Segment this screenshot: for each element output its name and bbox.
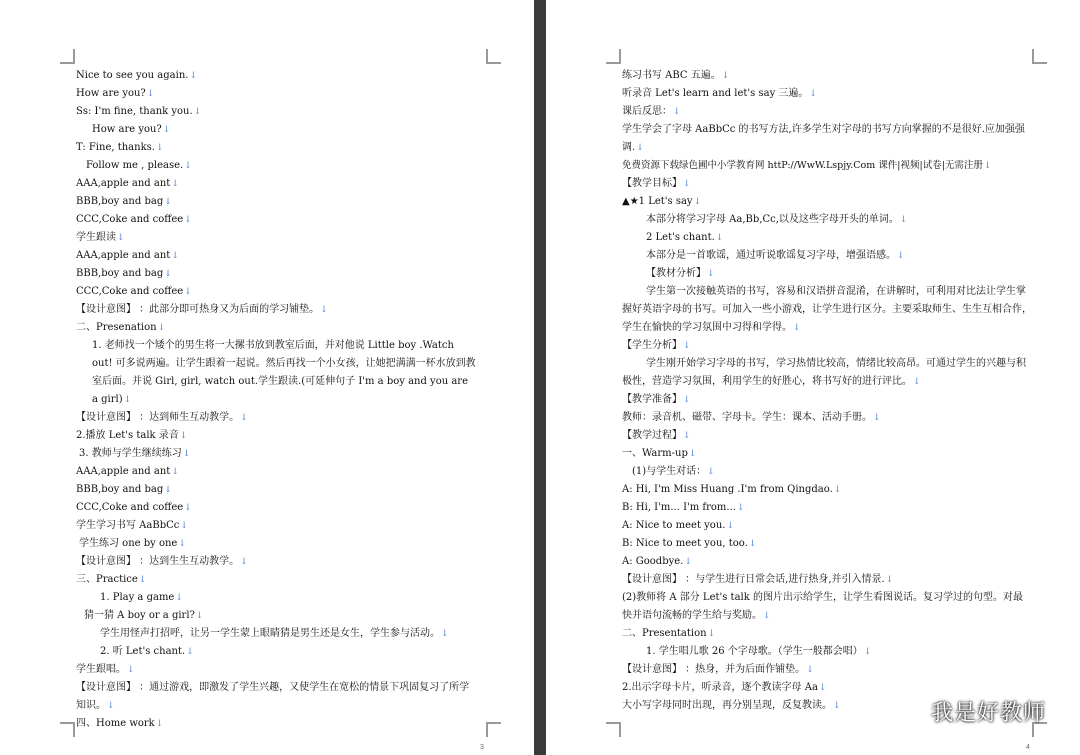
- document-page-3: [0, 0, 534, 755]
- text-line: (1)与学生对话： ↓: [622, 463, 1032, 481]
- text-line: How are you? ↓: [76, 121, 476, 139]
- text-line: 本部分是一首歌谣，通过听说歌谣复习字母，增强语感。 ↓: [622, 247, 1032, 265]
- text-paragraph: (2)教师将 A 部分 Let's talk 的图片出示给学生，让学生看图说话。复习学过的句型。对最快并语句流畅的学生给与奖励。 ↓: [622, 589, 1032, 625]
- text-line: 2.出示字母卡片，听录音，逐个教读字母 Aa ↓: [622, 679, 1032, 697]
- text-line: How are you? ↓: [76, 85, 476, 103]
- text-line: 四、Home work ↓: [76, 715, 476, 733]
- text-line: 2. 听 Let's chant. ↓: [76, 643, 476, 661]
- page-number: 4: [1026, 744, 1030, 751]
- text-line: Ss: I'm fine, thank you. ↓: [76, 103, 476, 121]
- text-line: 学生学习书写 AaBbCc ↓: [76, 517, 476, 535]
- document-page-4: [546, 0, 1080, 755]
- text-line: 一、Warm-up ↓: [622, 445, 1032, 463]
- margin-corner-mark: [606, 722, 621, 737]
- text-line: 【设计意图】 ：达到生生互动教学。 ↓: [76, 553, 476, 571]
- text-line: A: Goodbye. ↓: [622, 553, 1032, 571]
- wechat-icon: [899, 701, 925, 723]
- text-line: CCC,Coke and coffee ↓: [76, 283, 476, 301]
- text-line: 1. 学生唱儿歌 26 个字母歌。（学生一般都会唱） ↓: [622, 643, 1032, 661]
- text-line: 【设计意图】 ：热身，并为后面作铺垫。 ↓: [622, 661, 1032, 679]
- text-line: 1. Play a game ↓: [76, 589, 476, 607]
- page-4-body: [622, 67, 1032, 715]
- text-line: 免费资源下载绿色圃中小学教育网 httP://WwW.Lspjy.Com 课件|视频|试卷|无需注册 ↓: [622, 157, 1032, 175]
- text-line: 学生练习 one by one ↓: [76, 535, 476, 553]
- margin-corner-mark: [486, 49, 501, 64]
- text-paragraph: 学生学会了字母 AaBbCc 的书写方法,许多学生对字母的书写方向掌握的不是很好.应加强强调. ↓: [622, 121, 1032, 157]
- text-line: 【设计意图】 ：此部分即可热身又为后面的学习铺垫。 ↓: [76, 301, 476, 319]
- text-line: 听录音 Let's learn and let's say 三遍。 ↓: [622, 85, 1032, 103]
- text-line: Nice to see you again. ↓: [76, 67, 476, 85]
- margin-corner-mark: [1032, 49, 1047, 64]
- text-line: 学生跟唱。 ↓: [76, 661, 476, 679]
- text-line: 【学生分析】 ↓: [622, 337, 1032, 355]
- text-line: CCC,Coke and coffee ↓: [76, 499, 476, 517]
- watermark-text: 我是好教师: [930, 701, 1046, 726]
- text-line: 2 Let's chant. ↓: [622, 229, 1032, 247]
- text-line: 三、Practice ↓: [76, 571, 476, 589]
- text-line: ▲★1 Let's say ↓: [622, 193, 1032, 211]
- text-line: 教师：录音机、磁带、字母卡。学生：课本、活动手册。 ↓: [622, 409, 1032, 427]
- text-line: AAA,apple and ant ↓: [76, 175, 476, 193]
- text-line: 课后反思： ↓: [622, 103, 1032, 121]
- margin-corner-mark: [486, 722, 501, 737]
- text-line: 练习书写 ABC 五遍。 ↓: [622, 67, 1032, 85]
- text-line: 【设计意图】 ：与学生进行日常会话,进行热身,并引入情景. ↓: [622, 571, 1032, 589]
- text-line: BBB,boy and bag ↓: [76, 481, 476, 499]
- text-line: T: Fine, thanks. ↓: [76, 139, 476, 157]
- text-line: Follow me , please. ↓: [76, 157, 476, 175]
- text-line: BBB,boy and bag ↓: [76, 193, 476, 211]
- text-line: 【设计意图】 ：达到师生互动教学。 ↓: [76, 409, 476, 427]
- text-line: AAA,apple and ant ↓: [76, 247, 476, 265]
- text-paragraph: 学生第一次接触英语的书写，容易和汉语拼音混淆，在讲解时，可利用对比法让学生掌握好英语字母的书写。可加入一些小游戏，让学生进行区分。主要采取师生、生生互相合作，学生在愉快的学习氛围中习得和学得。 ↓: [622, 283, 1032, 337]
- text-paragraph: 学生刚开始学习字母的书写，学习热情比较高，情绪比较高昂。可通过学生的兴趣与积极性，营造学习氛围，利用学生的好胜心，将书写好的进行评比。 ↓: [622, 355, 1032, 391]
- margin-corner-mark: [606, 49, 621, 64]
- text-paragraph: 1. 老师找一个矮个的男生将一大摞书放到教室后面，并对他说 Little boy .Watch out! 可多说两遍。让学生跟着一起说。然后再找一个小女孩，让她把满满一杯水放到教室后面。并说 Girl, girl, watch out.学生跟读.(可延伸句子 I'm a boy and you are a girl) ↓: [76, 337, 476, 409]
- text-line: 大小写字母同时出现，再分别呈现，反复教读。 ↓: [622, 697, 1032, 715]
- text-line: B: Hi, I'm... I'm from... ↓: [622, 499, 1032, 517]
- text-line: 学生用怪声打招呼，让另一学生蒙上眼睛猜是男生还是女生，学生参与活动。 ↓: [76, 625, 476, 643]
- text-line: 【教学准备】 ↓: [622, 391, 1032, 409]
- text-line: 学生跟读 ↓: [76, 229, 476, 247]
- text-line: BBB,boy and bag ↓: [76, 265, 476, 283]
- text-line: 【教学目标】 ↓: [622, 175, 1032, 193]
- text-line: CCC,Coke and coffee ↓: [76, 211, 476, 229]
- text-line: AAA,apple and ant ↓: [76, 463, 476, 481]
- watermark: [899, 696, 1046, 727]
- text-line: 二、Presenation ↓: [76, 319, 476, 337]
- text-line: A: Hi, I'm Miss Huang .I'm from Qingdao. ↓: [622, 481, 1032, 499]
- text-line: A: Nice to meet you. ↓: [622, 517, 1032, 535]
- page-gutter: [534, 0, 546, 755]
- text-line: 【教学过程】 ↓: [622, 427, 1032, 445]
- text-line: 2.播放 Let's talk 录音 ↓: [76, 427, 476, 445]
- margin-corner-mark: [60, 49, 75, 64]
- margin-corner-mark: [60, 722, 75, 737]
- text-line: 【教材分析】 ↓: [622, 265, 1032, 283]
- text-paragraph: 【设计意图】 ：通过游戏，即激发了学生兴趣，又使学生在宽松的情景下巩固复习了所学知识。 ↓: [76, 679, 476, 715]
- page-number: 3: [480, 744, 484, 751]
- text-line: 本部分将学习字母 Aa,Bb,Cc,以及这些字母开头的单词。 ↓: [622, 211, 1032, 229]
- text-line: 二、Presentation ↓: [622, 625, 1032, 643]
- text-line: 猜一猜 A boy or a girl? ↓: [76, 607, 476, 625]
- page-3-body: [76, 67, 476, 733]
- text-line: 3. 教师与学生继续练习 ↓: [76, 445, 476, 463]
- text-line: B: Nice to meet you, too. ↓: [622, 535, 1032, 553]
